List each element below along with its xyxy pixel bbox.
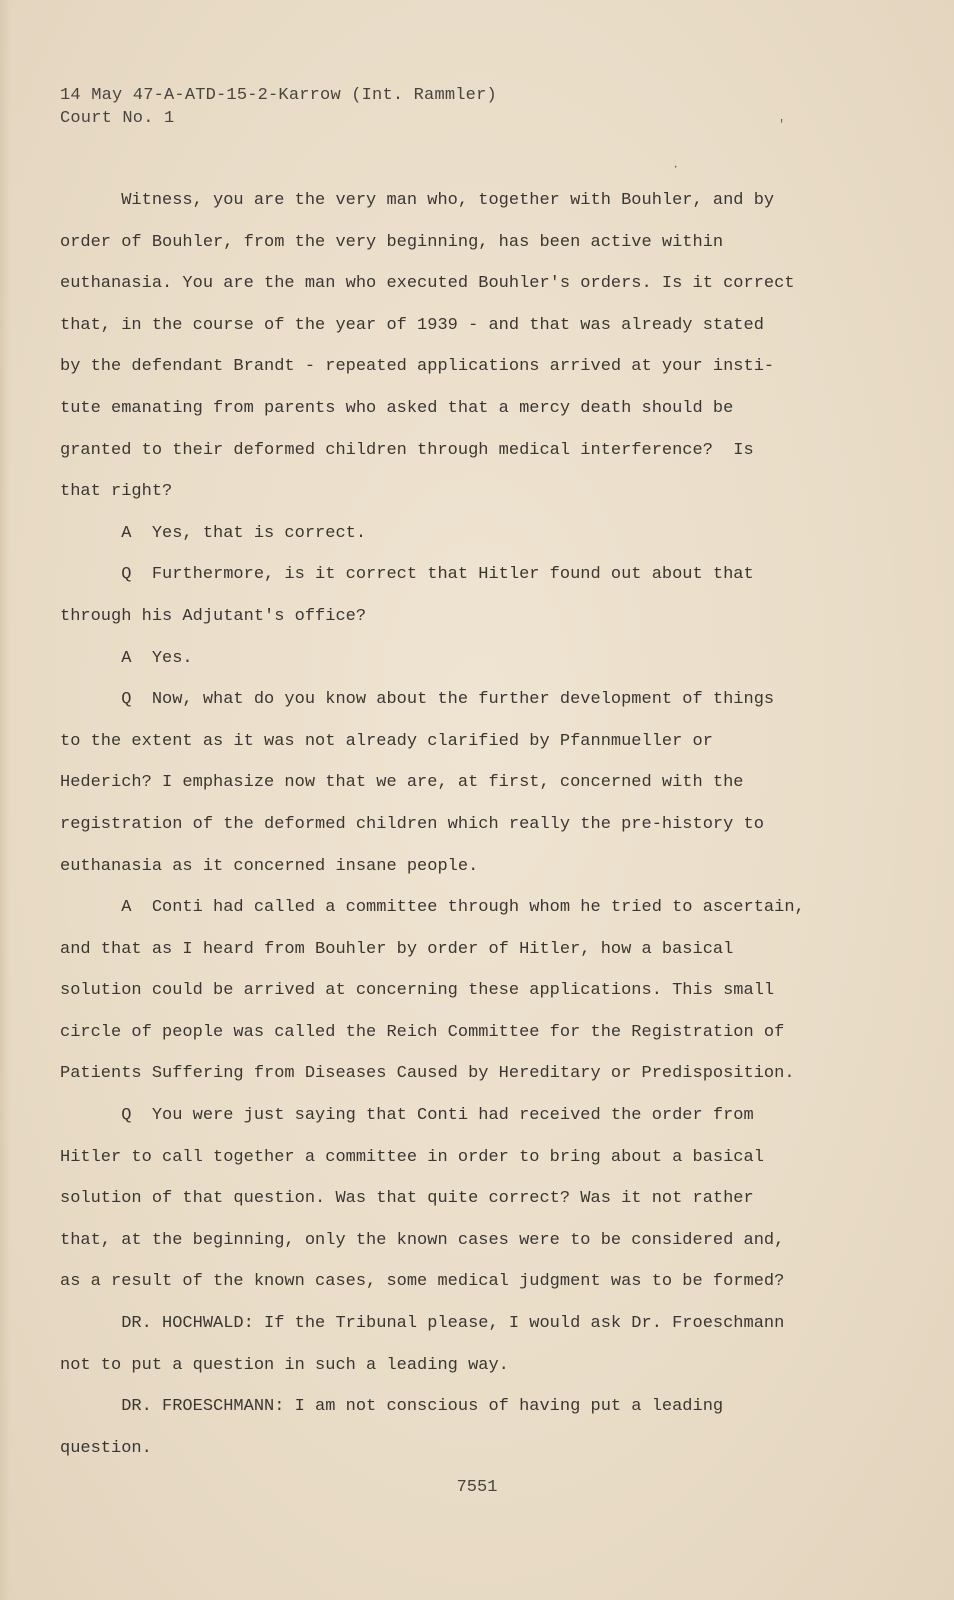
transcript-line: A Yes. <box>60 648 193 668</box>
transcript-line: A Yes, that is correct. <box>60 523 367 543</box>
page-number: 7551 <box>456 1478 498 1497</box>
transcript-body <box>60 180 805 1469</box>
transcript-line: Patients Suffering from Diseases Caused by Hereditary or Predisposition. <box>60 1064 795 1084</box>
transcript-line: Q Now, what do you know about the further development of things <box>60 690 775 710</box>
transcript-line: solution could be arrived at concerning these applications. This small <box>60 981 775 1001</box>
paper-speck: ' <box>778 118 786 132</box>
header-reference-line: 14 May 47-A-ATD-15-2-Karrow (Int. Rammler) <box>60 86 497 105</box>
transcript-line: Witness, you are the very man who, together with Bouhler, and by <box>60 191 775 210</box>
transcript-line: that, at the beginning, only the known cases were to be considered and, <box>60 1230 785 1250</box>
transcript-line: registration of the deformed children which really the pre-history to <box>60 814 764 834</box>
transcript-line: as a result of the known cases, some medical judgment was to be formed? <box>60 1272 785 1292</box>
transcript-line: tute emanating from parents who asked that a mercy death should be <box>60 398 734 418</box>
transcript-line: Q Furthermore, is it correct that Hitler found out about that <box>60 565 754 585</box>
transcript-line: euthanasia. You are the man who executed Bouhler's orders. Is it correct <box>60 274 795 294</box>
document-header <box>60 84 497 130</box>
transcript-line: not to put a question in such a leading way. <box>60 1355 509 1375</box>
transcript-line: question. <box>60 1438 152 1458</box>
transcript-line: to the extent as it was not already clarified by Pfannmueller or <box>60 731 713 751</box>
transcript-line: Hitler to call together a committee in order to bring about a basical <box>60 1147 764 1167</box>
transcript-line: euthanasia as it concerned insane people. <box>60 856 479 876</box>
transcript-line: granted to their deformed children through medical interference? Is <box>60 440 754 460</box>
transcript-line: that right? <box>60 482 173 502</box>
transcript-line: DR. FROESCHMANN: I am not conscious of having put a leading <box>60 1397 724 1417</box>
transcript-line: that, in the course of the year of 1939 - and that was already stated <box>60 315 764 335</box>
transcript-line: order of Bouhler, from the very beginning, has been active within <box>60 232 724 252</box>
transcript-line: Hederich? I emphasize now that we are, at first, concerned with the <box>60 773 744 793</box>
transcript-line: circle of people was called the Reich Committee for the Registration of <box>60 1022 785 1042</box>
transcript-line: DR. HOCHWALD: If the Tribunal please, I would ask Dr. Froeschmann <box>60 1314 785 1334</box>
transcript-line: by the defendant Brandt - repeated applications arrived at your insti- <box>60 357 775 377</box>
header-court-line: Court No. 1 <box>60 109 175 128</box>
transcript-line: and that as I heard from Bouhler by order of Hitler, how a basical <box>60 939 734 959</box>
transcript-line: solution of that question. Was that quite correct? Was it not rather <box>60 1189 754 1209</box>
transcript-line: Q You were just saying that Conti had received the order from <box>60 1106 754 1126</box>
transcript-line: A Conti had called a committee through whom he tried to ascertain, <box>60 898 805 918</box>
page-edge-shadow <box>0 0 10 1600</box>
paper-speck: · <box>672 160 680 174</box>
transcript-line: through his Adjutant's office? <box>60 606 367 626</box>
